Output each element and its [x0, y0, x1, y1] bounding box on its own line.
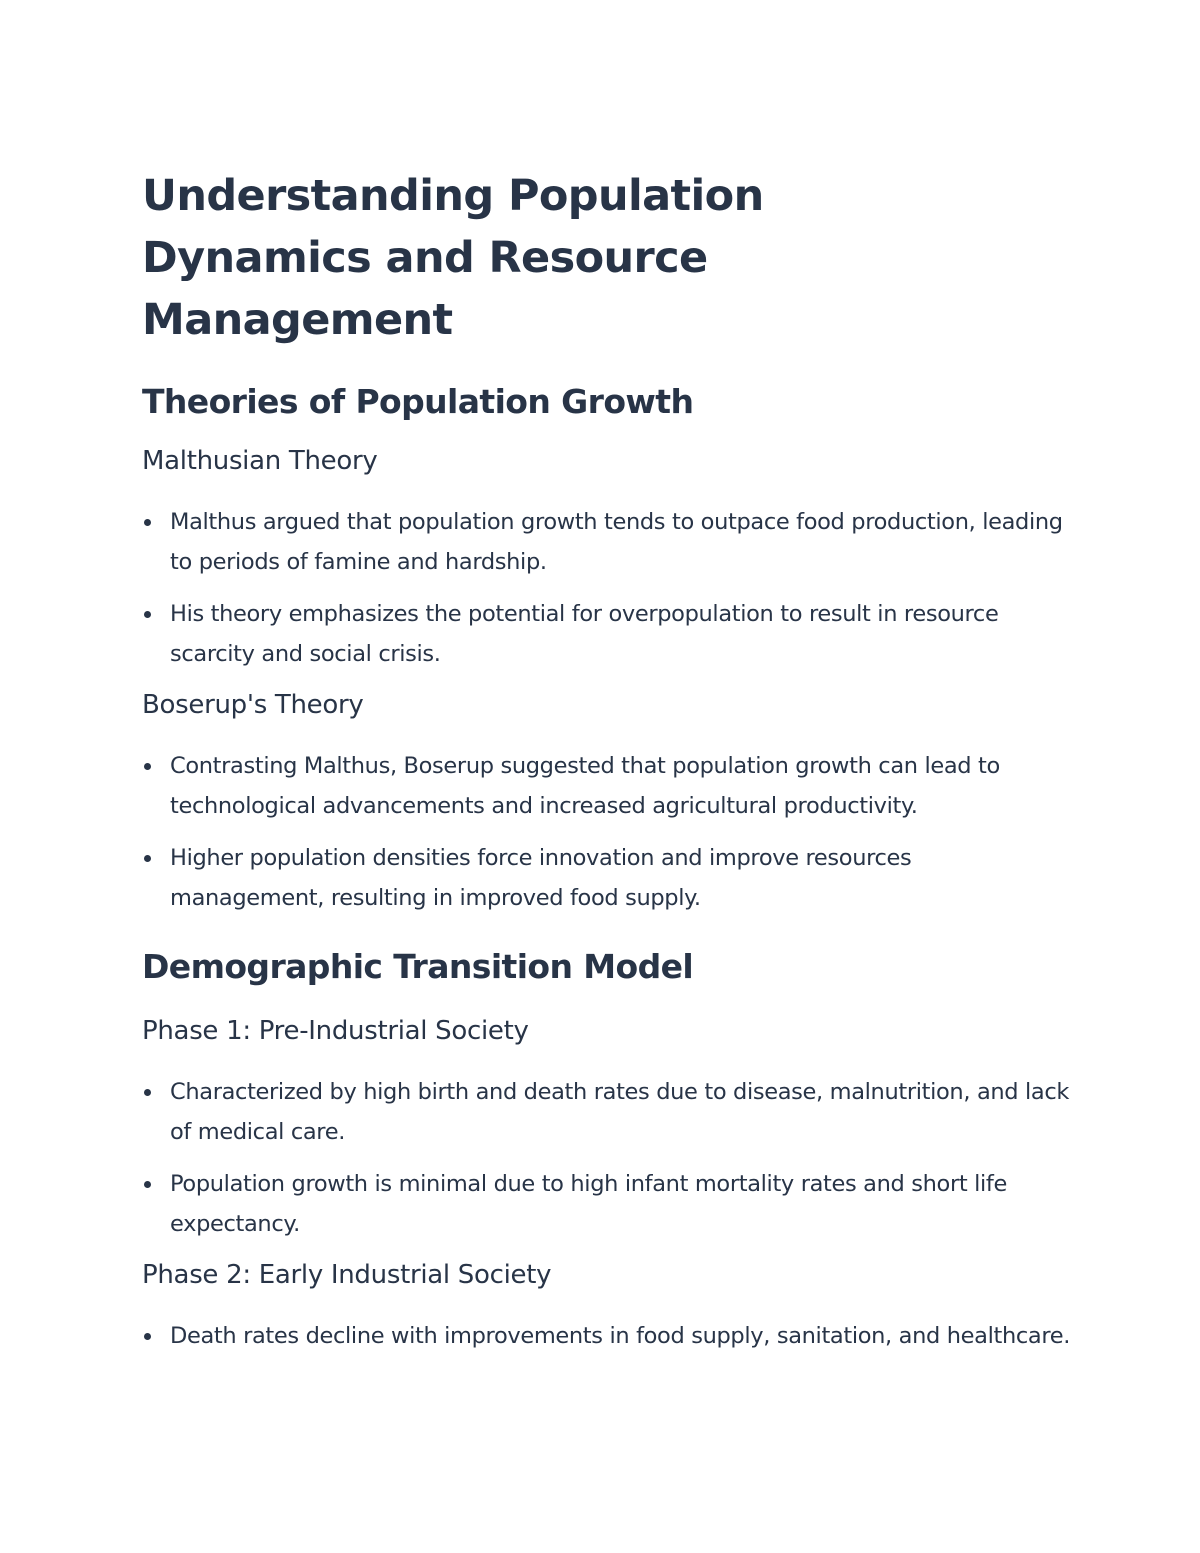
list-item — [142, 1164, 1072, 1244]
bullet-icon — [144, 519, 151, 526]
bullet-icon — [144, 763, 151, 770]
list-item — [142, 502, 1072, 582]
document-title: Understanding Population Dynamics and Resource Management — [142, 171, 764, 345]
malthusian-bullet-list — [142, 502, 1072, 674]
list-item-text: His theory emphasizes the potential for overpopulation to result in resource scarcity and social crisis. — [170, 601, 999, 667]
list-item-text: Death rates decline with improvements in food supply, sanitation, and healthcare. — [170, 1323, 1071, 1349]
bullet-icon — [144, 1181, 151, 1188]
bullet-icon — [144, 611, 151, 618]
list-item-text: Population growth is minimal due to high infant mortality rates and short life expectancy. — [170, 1171, 1007, 1237]
list-item-text: Malthus argued that population growth tends to outpace food production, leading to periods of famine and hardship. — [170, 509, 1063, 575]
list-item — [142, 594, 1072, 674]
list-item-text: Contrasting Malthus, Boserup suggested that population growth can lead to technological advancements and increased agricultural productivity. — [170, 753, 1000, 819]
list-item — [142, 746, 1072, 826]
list-item — [142, 1072, 1072, 1152]
phase-2-bullet-list — [142, 1316, 1072, 1356]
list-item — [142, 1316, 1072, 1356]
list-item-text: Characterized by high birth and death rates due to disease, malnutrition, and lack of medical care. — [170, 1079, 1070, 1145]
list-item — [142, 838, 1072, 918]
section-title-population-growth: Theories of Population Growth — [142, 382, 694, 421]
document-page — [142, 165, 1072, 1356]
phase-1-bullet-list — [142, 1072, 1072, 1244]
section-title-demographic-transition: Demographic Transition Model — [142, 947, 694, 986]
subsection-title-malthusian: Malthusian Theory — [142, 446, 378, 476]
bullet-icon — [144, 1333, 151, 1340]
subsection-title-boserup: Boserup's Theory — [142, 690, 364, 720]
boserup-bullet-list — [142, 746, 1072, 918]
list-item-text: Higher population densities force innovation and improve resources management, resulting in improved food supply. — [170, 845, 912, 911]
bullet-icon — [144, 855, 151, 862]
subsection-title-phase-1: Phase 1: Pre-Industrial Society — [142, 1016, 529, 1046]
subsection-title-phase-2: Phase 2: Early Industrial Society — [142, 1260, 552, 1290]
bullet-icon — [144, 1089, 151, 1096]
